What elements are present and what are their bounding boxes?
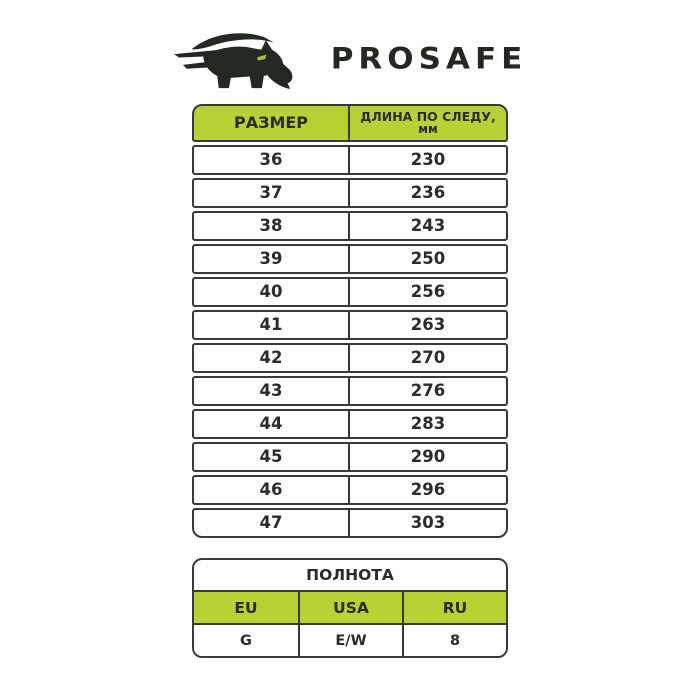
- table-row: [192, 277, 508, 308]
- size-cell: 45: [194, 444, 350, 471]
- brand-name: PROSAFE: [330, 41, 528, 77]
- length-cell: 276: [410, 381, 446, 401]
- size-cell: 44: [194, 411, 350, 438]
- table-row: [192, 244, 508, 275]
- size-cell: 36: [194, 147, 350, 174]
- header-cell-length: [350, 106, 506, 140]
- table-row: [192, 310, 508, 341]
- size-table-header: [192, 104, 508, 142]
- table-row: [192, 475, 508, 506]
- length-cell: 283: [410, 414, 446, 434]
- fullness-values-row: [194, 625, 506, 656]
- header-cell-size: [194, 106, 350, 140]
- length-cell: 256: [410, 282, 446, 302]
- table-row: [192, 409, 508, 440]
- length-cell: 250: [410, 249, 446, 269]
- fullness-title: ПОЛНОТА: [194, 560, 506, 592]
- size-header-label: РАЗМЕР: [233, 112, 309, 132]
- header-cell-usa: USA: [298, 592, 402, 623]
- fullness-table: [192, 558, 508, 658]
- length-cell: 270: [410, 348, 446, 368]
- table-row: [192, 508, 508, 539]
- size-cell: 47: [194, 510, 350, 537]
- table-row: [192, 343, 508, 374]
- table-row: [192, 442, 508, 473]
- size-cell: 43: [194, 378, 350, 405]
- length-cell: 243: [410, 216, 446, 236]
- length-cell: 236: [410, 183, 446, 203]
- length-header-line2: мм: [418, 122, 438, 137]
- length-cell: 296: [410, 480, 446, 500]
- header-cell-eu: EU: [234, 598, 258, 617]
- brand-logo: [0, 26, 700, 92]
- size-table-body: [192, 145, 508, 539]
- size-cell: 41: [194, 312, 350, 339]
- fullness-header-row: [194, 592, 506, 625]
- value-cell-ru: 8: [402, 625, 506, 656]
- length-cell: 230: [410, 150, 446, 170]
- table-row: [192, 145, 508, 176]
- size-table: [192, 104, 508, 538]
- size-cell: 42: [194, 345, 350, 372]
- table-row: [192, 211, 508, 242]
- table-row: [192, 178, 508, 209]
- size-cell: 40: [194, 279, 350, 306]
- value-cell-eu: G: [240, 632, 252, 649]
- value-cell-usa: E/W: [298, 625, 402, 656]
- length-cell: 303: [410, 513, 446, 533]
- rhino-icon: [173, 27, 311, 91]
- size-cell: 46: [194, 477, 350, 504]
- size-cell: 39: [194, 246, 350, 273]
- length-cell: 263: [410, 315, 446, 335]
- length-cell: 290: [410, 447, 446, 467]
- size-cell: 37: [194, 180, 350, 207]
- table-row: [192, 376, 508, 407]
- length-header-line1: ДЛИНА ПО СЛЕДУ,: [360, 109, 496, 125]
- header-cell-ru: RU: [402, 592, 506, 623]
- size-cell: 38: [194, 213, 350, 240]
